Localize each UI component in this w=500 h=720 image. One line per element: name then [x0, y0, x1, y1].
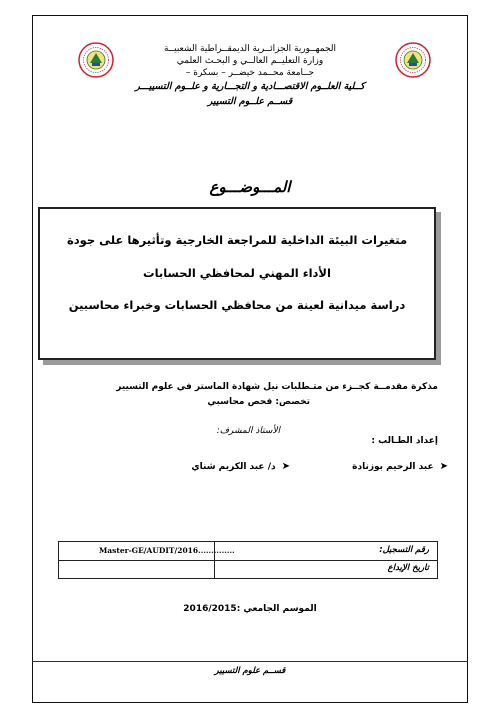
- academic-year: الموسم الجامعي :2016/2015: [183, 604, 317, 614]
- prepared-by-label: إعداد الطـالب :: [371, 436, 438, 446]
- topic-label: المـــوضـــوع: [209, 178, 291, 196]
- title-line-3: دراسة ميدانية لعينة من محافظي الحسابات وخبراء محاسبين: [68, 298, 406, 312]
- header-republic: الجمهــورية الجزائــرية الديمقــراطية الشعبيــة: [164, 44, 336, 54]
- registration-number-row: [59, 542, 437, 561]
- specialization: تخصص: فحص محاسبي: [207, 397, 310, 407]
- university-logo-right: [395, 42, 431, 78]
- supervisor-name: د/ عبد الكريم شناي: [191, 462, 276, 472]
- deposit-date-row: [59, 560, 437, 578]
- supervisor-name-row: [191, 461, 290, 472]
- header-department: قســم علــوم التسيير: [207, 96, 293, 107]
- header-university: جــامعة محــمد خيضــر – بسكرة –: [185, 68, 315, 78]
- student-name: عبد الرحيم بوزنادة: [352, 462, 434, 472]
- footer-department: قســم علوم التسيير: [214, 666, 286, 676]
- header-faculty: كــلية العلــوم الاقتصـــادية و التجـــارية و علــوم التسييـــر: [135, 81, 365, 92]
- arrow-icon: ➤: [439, 461, 448, 472]
- registration-table: [58, 541, 438, 579]
- title-line-1: متغيرات البيئة الداخلية للمراجعة الخارجية وتأثيرها على جودة: [66, 233, 408, 247]
- deposit-date-label: تاريخ الإيداع: [387, 563, 429, 573]
- registration-number-value: Master-GE/AUDIT/2016..............: [99, 546, 235, 555]
- title-box: [38, 207, 436, 360]
- arrow-icon: ➤: [281, 461, 290, 472]
- university-logo-left: [78, 42, 114, 78]
- supervisor-label: الأستاذ المشرف:: [216, 426, 280, 436]
- footer-divider: [32, 661, 468, 662]
- memo-statement: مذكرة مقدمــة كجــزء من متـطلبات نيل شهادة الماستر في علوم التسيير: [116, 382, 438, 392]
- title-line-2: الأداء المهني لمحافظي الحسابات: [143, 266, 331, 280]
- student-name-row: [352, 461, 448, 472]
- header-ministry: وزارة التعليــم العالــي و البحـث العلمي: [176, 56, 324, 66]
- registration-number-label: رقم التسجيل:: [379, 545, 429, 555]
